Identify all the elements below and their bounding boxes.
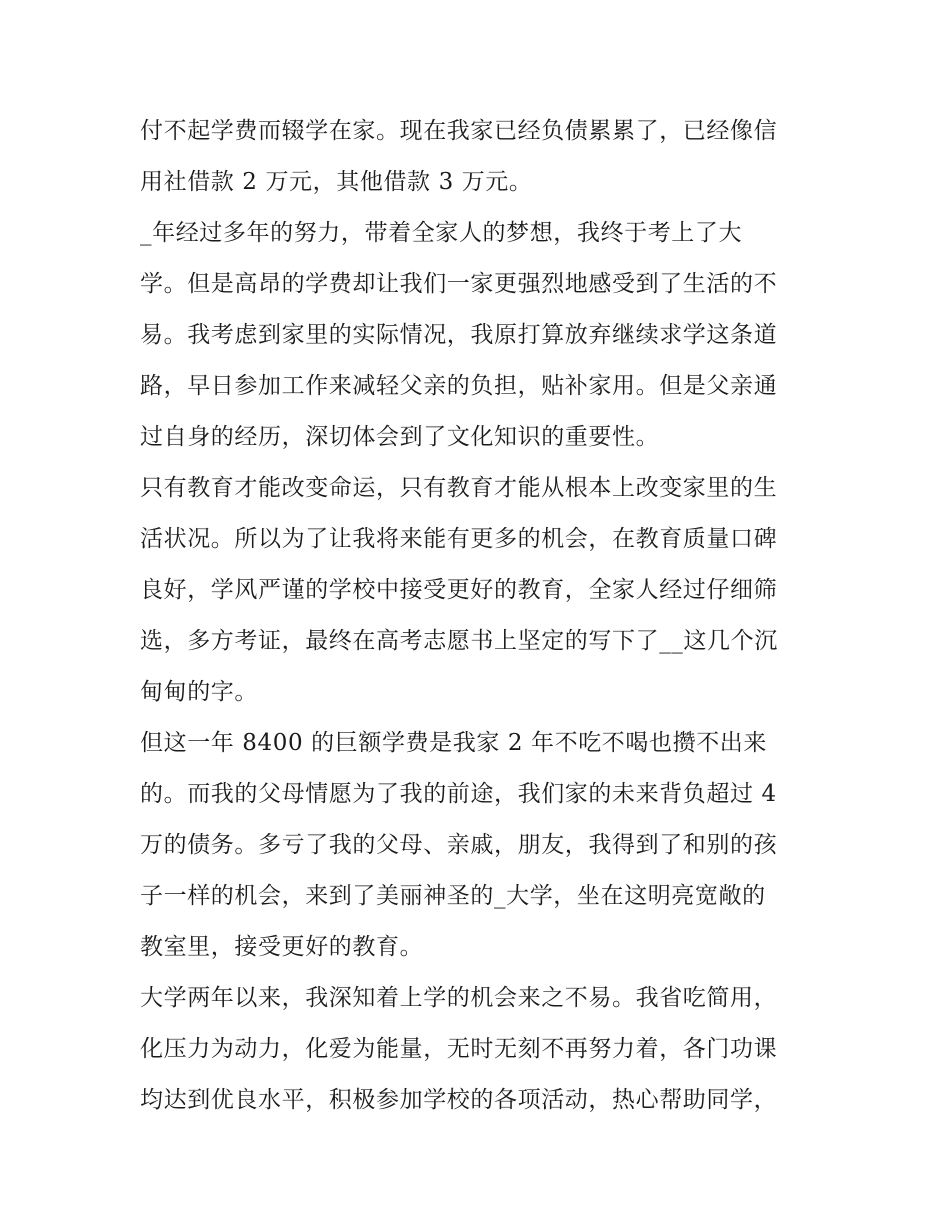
text-line: 用社借款 2 万元，其他借款 3 万元。 [140, 169, 533, 195]
text-line: 子一样的机会，来到了美丽神圣的_大学，坐在这明亮宽敞的 [140, 883, 766, 909]
text-line: 过自身的经历，深切体会到了文化知识的重要性。 [140, 424, 660, 450]
text-line: 均达到优良水平，积极参加学校的各项活动，热心帮助同学， [140, 1087, 778, 1113]
text-line: 只有教育才能改变命运，只有教育才能从根本上改变家里的生 [140, 475, 778, 501]
text-line: 化压力为动力，化爱为能量，无时无刻不再努力着，各门功课 [140, 1036, 778, 1062]
text-line: 大学两年以来，我深知着上学的机会来之不易。我省吃简用， [140, 985, 778, 1011]
text-line: 教室里，接受更好的教育。 [140, 934, 424, 960]
text-line: 付不起学费而辍学在家。现在我家已经负债累累了，已经像信 [140, 118, 778, 144]
text-line: 良好，学风严谨的学校中接受更好的教育，全家人经过仔细筛 [140, 577, 778, 603]
text-line: 但这一年 8400 的巨额学费是我家 2 年不吃不喝也攒不出来 [140, 730, 768, 756]
text-line: 易。我考虑到家里的实际情况，我原打算放弃继续求学这条道 [140, 322, 778, 348]
body-text [140, 106, 820, 1126]
text-line: 的。而我的父母情愿为了我的前途，我们家的未来背负超过 4 [140, 781, 777, 807]
text-line: 学。但是高昂的学费却让我们一家更强烈地感受到了生活的不 [140, 271, 778, 297]
text-line: 路，早日参加工作来减轻父亲的负担，贴补家用。但是父亲通 [140, 373, 778, 399]
text-line: _年经过多年的努力，带着全家人的梦想，我终于考上了大 [140, 220, 743, 246]
text-line: 万的债务。多亏了我的父母、亲戚，朋友，我得到了和别的孩 [140, 832, 778, 858]
text-line: 选，多方考证，最终在高考志愿书上坚定的写下了__这几个沉 [140, 628, 778, 654]
text-line: 活状况。所以为了让我将来能有更多的机会，在教育质量口碑 [140, 526, 778, 552]
text-line: 甸甸的字。 [140, 679, 258, 705]
